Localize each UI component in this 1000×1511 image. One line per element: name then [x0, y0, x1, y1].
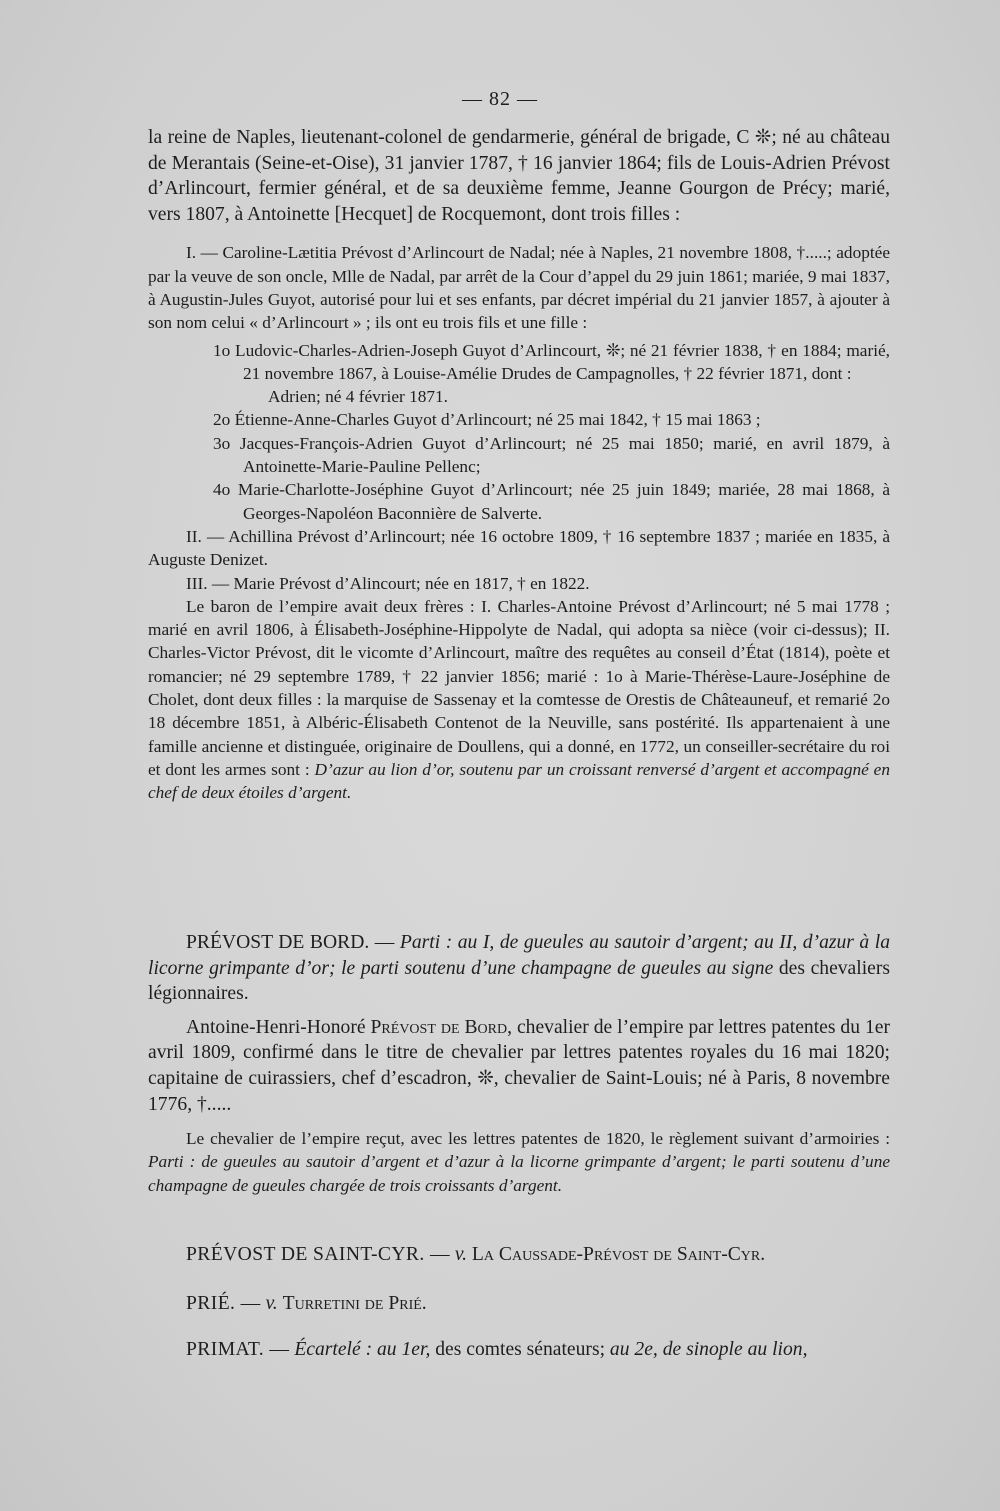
daughter-entry-II: II. — Achillina Prévost d’Arlincourt; née 16 octobre 1809, † 16 septembre 1837 ; mariée en 1835, à Auguste Denizet.	[148, 526, 890, 570]
bord-note-paragraph	[148, 1127, 890, 1197]
prie-paragraph	[148, 1291, 890, 1317]
bord-arms: Parti : au I, de gueules au sautoir d’argent; au II, d’azur à la licorne grimpante d’or; le parti soutenu d’une champagne de gueules au signe	[148, 932, 890, 979]
bord-arms-tail: des chevaliers légionnaires.	[148, 957, 890, 1005]
child-entry-3: 3o Jacques-François-Adrien Guyot d’Arlincourt; né 25 mai 1850; marié, en avril 1879, à Antoinette-Marie-Pauline Pellenc;	[213, 433, 890, 477]
child-entry-1: 1o Ludovic-Charles-Adrien-Joseph Guyot d’Arlincourt, ❊; né 21 février 1838, † en 1884; marié, 21 novembre 1867, à Louise-Amélie Drudes de Campagnolles, † 22 février 1871, dont :	[213, 340, 890, 383]
paragraph-baron-brothers	[148, 595, 890, 805]
primat-text: des comtes sénateurs;	[435, 1339, 606, 1360]
bord-note: Le chevalier de l’empire reçut, avec les lettres patentes de 1820, le règlement suivant d’armoiries :	[186, 1129, 890, 1149]
arms-arlincourt: D’azur au lion d’or, soutenu par un croissant renversé d’argent et accompagné en chef de deux étoiles d’argent.	[148, 759, 890, 803]
page-number: — 82 —	[462, 88, 538, 110]
see-also-marker: v.	[265, 1293, 278, 1314]
entry-prie	[148, 1291, 890, 1317]
paragraph-continuation: la reine de Naples, lieutenant-colonel de gendarmerie, général de brigade, C ❊; né au château de Merantais (Seine-et-Oise), 31 janvier 1787, † 16 janvier 1864; fils de Louis-Adrien Prévost d’Arlincourt, fermier général, et de sa deuxième femme, Jeanne Gourgon de Précy; marié, vers 1807, à Antoinette [Hecquet] de Rocquemont, dont trois filles :	[148, 127, 890, 225]
bord-heading: PRÉVOST DE BORD. —	[186, 932, 395, 953]
prie-heading: PRIÉ. —	[186, 1293, 261, 1314]
bord-heading-paragraph	[148, 930, 890, 1007]
text-block-prevost-arlincourt	[148, 125, 890, 805]
child-entry-4: 4o Marie-Charlotte-Joséphine Guyot d’Arlincourt; née 25 juin 1849; mariée, 28 mai 1868, à Georges-Napoléon Baconnière de Salverte.	[213, 480, 890, 523]
primat-heading: PRIMAT. —	[186, 1339, 290, 1360]
grandchild-entry: Adrien; né 4 février 1871.	[268, 387, 448, 407]
daughter-entry-III: III. — Marie Prévost d’Alincourt; née en 1817, † en 1822.	[186, 573, 590, 593]
primat-paragraph	[148, 1337, 890, 1363]
bord-person-surname: Prévost de Bord,	[370, 1016, 512, 1038]
entry-prevost-de-saint-cyr	[148, 1242, 890, 1268]
prie-reference: Turretini de Prié.	[282, 1293, 427, 1314]
saintcyr-reference: La Caussade-Prévost de Saint-Cyr.	[471, 1244, 766, 1265]
entry-prevost-de-bord	[148, 930, 890, 1197]
entry-primat	[148, 1337, 890, 1363]
bord-person-paragraph	[148, 1015, 890, 1117]
baron-brothers-text: Le baron de l’empire avait deux frères : I. Charles-Antoine Prévost d’Arlincourt; né 5 mai 1778 ; marié en avril 1806, à Élisabeth-Joséphine-Hippolyte de Nadal, qui adopta sa nièce (voir ci-dessus); II. Charles-Victor Prévost, dit le vicomte d’Arlincourt, maître des requêtes au conseil d’État (1814), poète et romancier; né 29 septembre 1789, † 22 janvier 1856; marié : 1o à Marie-Thérèse-Laure-Joséphine de Cholet, dont deux filles : la marquise de Sassenay et la comtesse de Orestis de Châteauneuf, et remarié 2o 18 décembre 1851, à Albéric-Élisabeth Contenot de la Neuville, sans postérité. Ils appartenaient à une famille ancienne et distinguée, originaire de Doullens, qui a donné, en 1772, un conseiller-secrétaire du roi et dont les armes sont :	[148, 596, 890, 779]
primat-arms-1: Écartelé : au 1er,	[294, 1339, 431, 1360]
daughter-entry-I: I. — Caroline-Lætitia Prévost d’Arlincourt de Nadal; née à Naples, 21 novembre 1808, †.....; adoptée par la veuve de son oncle, Mlle de Nadal, par arrêt de la Cour d’appel du 29 juin 1861; mariée, 9 mai 1837, à Augustin-Jules Guyot, autorisé pour lui et ses enfants, par décret impérial du 21 janvier 1857, à ajouter à son nom celui « d’Arlincourt » ; ils ont eu trois fils et une fille :	[148, 243, 890, 333]
bord-person-name: Antoine-Henri-Honoré	[186, 1016, 366, 1038]
child-entry-2: 2o Étienne-Anne-Charles Guyot d’Arlincourt; né 25 mai 1842, † 15 mai 1863 ;	[213, 410, 761, 430]
bord-note-arms: Parti : de gueules au sautoir d’argent et d’azur à la licorne grimpante d’argent; le parti soutenu d’une champagne de gueules chargée de trois croissants d’argent.	[148, 1152, 890, 1195]
saintcyr-heading: PRÉVOST DE SAINT-CYR. —	[186, 1244, 450, 1265]
primat-arms-2: au 2e, de sinople au lion,	[609, 1339, 808, 1360]
saintcyr-paragraph	[148, 1242, 890, 1268]
bord-person-text: chevalier de l’empire par lettres patentes du 1er avril 1809, confirmé dans le titre de chevalier par lettres patentes royales du 16 mai 1820; capitaine de cuirassiers, chef d’escadron, ❊, chevalier de Saint-Louis; né à Paris, 8 novembre 1776, †.....	[148, 1016, 890, 1115]
see-also-marker: v.	[454, 1244, 468, 1265]
